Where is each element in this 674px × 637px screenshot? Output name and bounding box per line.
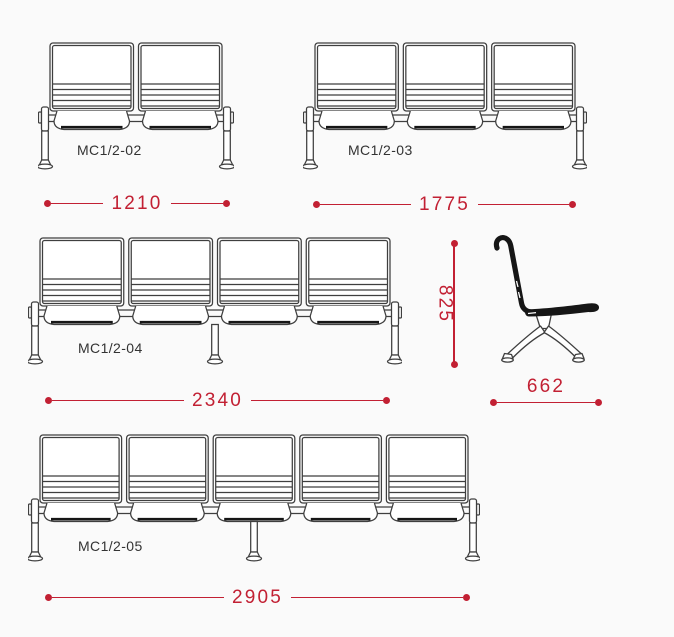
dimension-bench-length-2340 bbox=[45, 391, 390, 410]
dimension-value: 662 bbox=[526, 376, 566, 397]
dimension-line bbox=[52, 400, 184, 402]
chair-base-outline bbox=[502, 314, 585, 363]
dimension-endpoint-dot bbox=[223, 200, 230, 207]
dimension-bench-length-1775 bbox=[313, 195, 576, 214]
chair-seat bbox=[525, 303, 599, 316]
dimension-line bbox=[51, 203, 103, 205]
dimension-endpoint-dot bbox=[313, 201, 320, 208]
dimension-endpoint-dot bbox=[45, 397, 52, 404]
dimension-line bbox=[251, 400, 383, 402]
dimension-line bbox=[291, 597, 463, 599]
dimension-chair-depth-662 bbox=[490, 376, 602, 406]
dimension-value: 2340 bbox=[191, 390, 244, 411]
dimension-value: 1775 bbox=[418, 194, 471, 215]
dimension-line bbox=[171, 203, 223, 205]
model-label-mc1-2-04: MC1/2-04 bbox=[78, 340, 143, 356]
dimension-value: 1210 bbox=[111, 193, 163, 214]
model-label-mc1-2-05: MC1/2-05 bbox=[78, 538, 143, 554]
dimension-line bbox=[478, 204, 569, 206]
dimension-bench-length-1210 bbox=[44, 194, 230, 213]
chair-backrest bbox=[496, 238, 531, 312]
model-label-mc1-2-03: MC1/2-03 bbox=[348, 142, 413, 158]
dimension-endpoint-dot bbox=[451, 361, 458, 368]
dimension-endpoint-dot bbox=[490, 399, 497, 406]
dimension-chair-height-825 bbox=[428, 240, 462, 368]
chair-side-view bbox=[488, 234, 606, 370]
dimension-endpoint-dot bbox=[595, 399, 602, 406]
model-label-mc1-2-02: MC1/2-02 bbox=[77, 142, 142, 158]
dimension-value: 2905 bbox=[231, 587, 284, 608]
dimension-endpoint-dot bbox=[569, 201, 576, 208]
dimension-endpoint-dot bbox=[463, 594, 470, 601]
dimension-endpoint-dot bbox=[383, 397, 390, 404]
dimension-line bbox=[497, 402, 595, 404]
dimension-endpoint-dot bbox=[45, 594, 52, 601]
dimension-value: 825 bbox=[434, 284, 456, 324]
dimension-bench-length-2905 bbox=[45, 588, 470, 607]
dimension-endpoint-dot bbox=[44, 200, 51, 207]
dimension-line bbox=[320, 204, 411, 206]
bench-front-view-3-seat bbox=[303, 42, 587, 176]
dimension-line bbox=[52, 597, 224, 599]
